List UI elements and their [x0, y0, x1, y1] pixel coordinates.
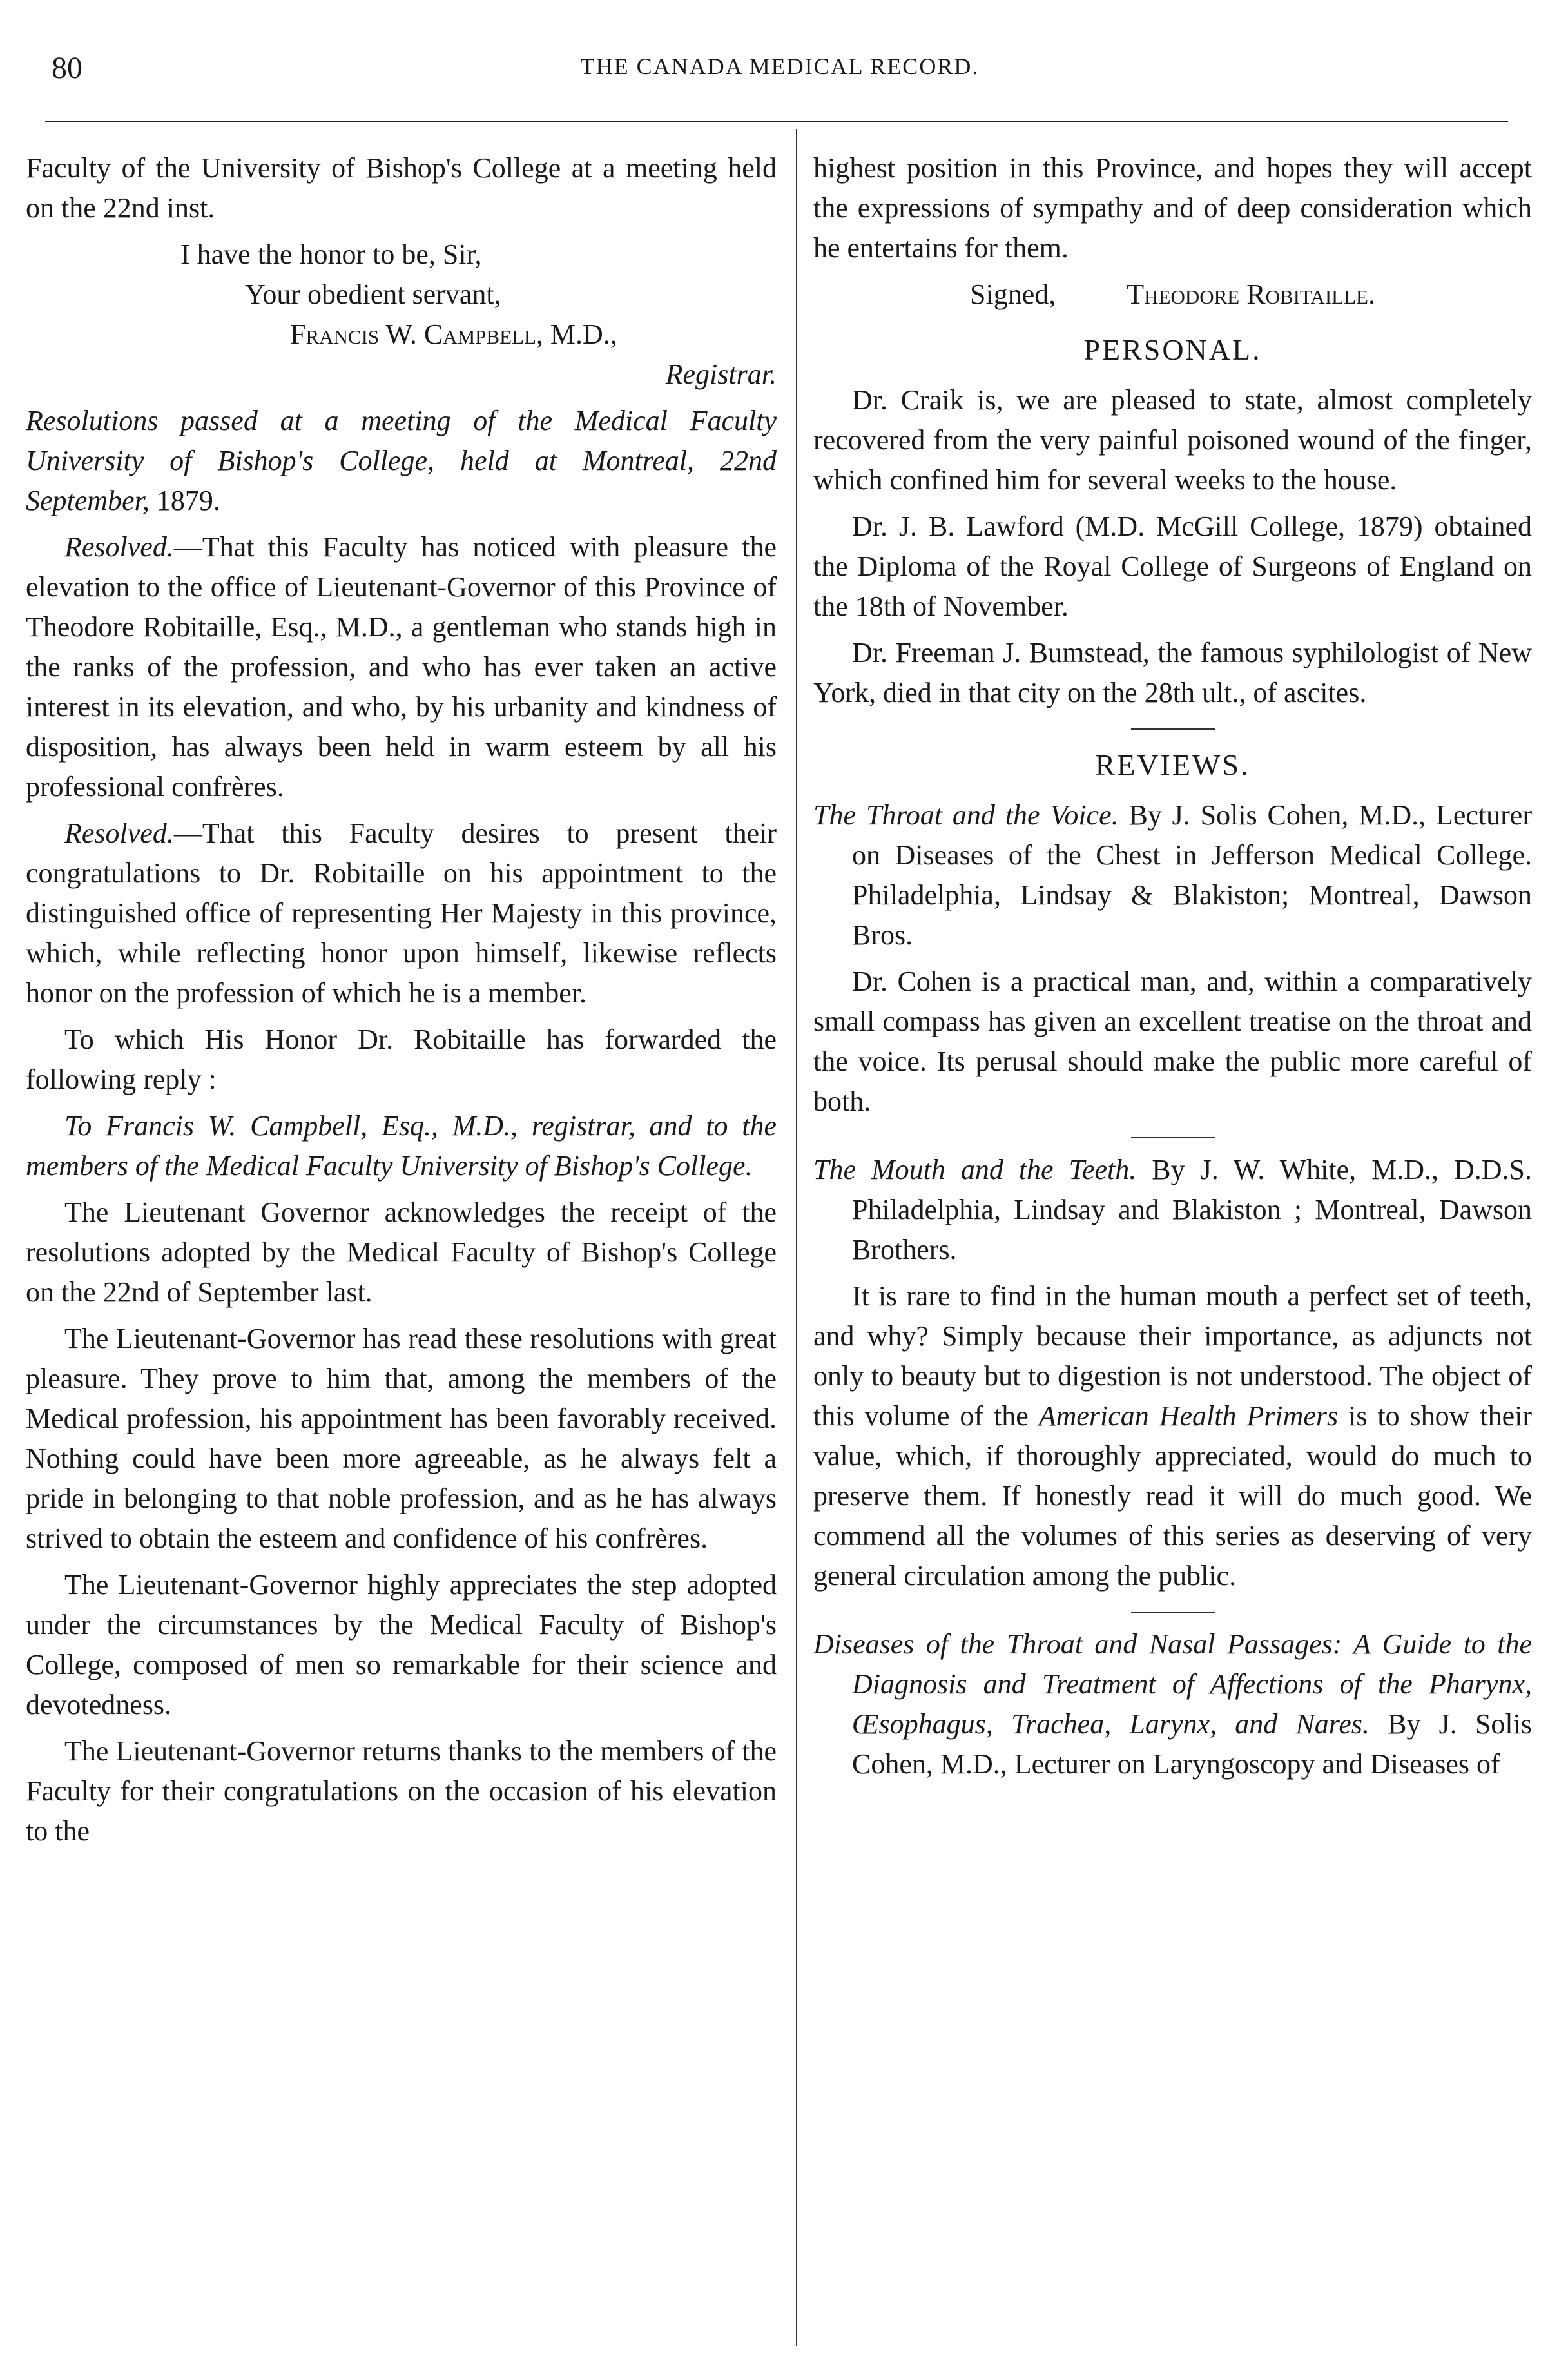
- column-divider: [796, 129, 797, 2346]
- review-text: Dr. Cohen is a practical man, and, within a comparatively small compass has given an excellent treatise on the throat and the voice. Its perusal should make the public more careful of both.: [813, 966, 1532, 1117]
- section-rule: [1131, 1612, 1215, 1613]
- journal-title: THE CANADA MEDICAL RECORD.: [580, 54, 980, 79]
- letter-paragraph: Faculty of the University of Bishop's College at a meeting held on the 22nd inst.: [26, 152, 777, 224]
- reply-paragraph: The Lieutenant Governor acknowledges the receipt of the resolutions adopted by the Medical Faculty of Bishop's College on the 22nd of September last.: [26, 1196, 777, 1308]
- resolution-paragraph: Resolved.—That this Faculty desires to present their congratulations to Dr. Robitaille on his appointment to the distinguished office of representing Her Majesty in this province, which, while reflecting honor upon himself, likewise reflects honor on the profession of which he is a member.: [26, 817, 777, 1009]
- resolutions-heading: Resolutions passed at a meeting of the Medical Faculty University of Bishop's College, held at Montreal, 22nd September, 1879.: [26, 405, 777, 516]
- letter-closing: Your obedient servant,: [245, 278, 501, 310]
- right-column: [813, 148, 1532, 1791]
- section-heading-personal: PERSONAL.: [1083, 333, 1262, 366]
- reply-paragraph: The Lieutenant-Governor returns thanks to the members of the Faculty for their congratulations on the occasion of his elevation to the: [26, 1735, 777, 1847]
- reply-continuation: highest position in this Province, and hopes they will accept the expressions of sympathy and of deep consideration which he entertains for them.: [813, 152, 1532, 264]
- reply-address: To Francis W. Campbell, Esq., M.D., registrar, and to the members of the Medical Faculty University of Bishop's College.: [26, 1110, 777, 1182]
- header-rule: [45, 115, 1508, 122]
- page-number: 80: [52, 51, 82, 85]
- letter-closing: I have the honor to be, Sir,: [180, 239, 482, 270]
- review-citation: The Throat and the Voice. By J. Solis Cohen, M.D., Lecturer on Diseases of the Chest in Jefferson Medical College. Philadelphia, Lindsay & Blakiston; Montreal, Dawson Bros.: [813, 799, 1532, 951]
- personal-item: Dr. J. B. Lawford (M.D. McGill College, 1879) obtained the Diploma of the Royal College of Surgeons of England on the 18th of November.: [813, 511, 1532, 622]
- review-text: It is rare to find in the human mouth a perfect set of teeth, and why? Simply because their importance, as adjuncts not only to beauty but to digestion is not understood. The object of this volume of the American Health Primers is to show their value, which, if thoroughly appreciated, would do much to preserve them. If honestly read it will do much good. We commend all the volumes of this series as deserving of very general circulation among the public.: [813, 1280, 1533, 1592]
- review-citation: Diseases of the Throat and Nasal Passages: A Guide to the Diagnosis and Treatment of Affections of the Pharynx, Œsophagus, Trachea, Larynx, and Nares. By J. Solis Cohen, M.D., Lecturer on Laryngoscopy and Diseases of: [813, 1628, 1532, 1780]
- signed-name: Theodore Robitaille.: [1127, 278, 1375, 310]
- signer-title: Registrar.: [665, 358, 777, 390]
- reply-paragraph: The Lieutenant-Governor has read these resolutions with great pleasure. They prove to him that, among the members of the Medical profession, his appointment has been favorably received. Nothing could have been more agreeable, as he always felt a pride in belonging to that noble profession, and as he has always strived to obtain the esteem and confidence of his confrères.: [26, 1323, 777, 1554]
- personal-item: Dr. Craik is, we are pleased to state, almost completely recovered from the very painful poisoned wound of the finger, which confined him for several weeks to the house.: [813, 384, 1532, 496]
- signer-name: Francis W. Campbell, M.D.,: [290, 318, 617, 350]
- review-citation: The Mouth and the Teeth. By J. W. White, M.D., D.D.S. Philadelphia, Lindsay and Blakiston ; Montreal, Dawson Brothers.: [813, 1154, 1532, 1265]
- reply-paragraph: The Lieutenant-Governor highly appreciates the step adopted under the circumstances by the Medical Faculty of Bishop's College, composed of men so remarkable for their science and devotedness.: [26, 1569, 777, 1720]
- personal-item: Dr. Freeman J. Bumstead, the famous syphilologist of New York, died in that city on the 28th ult., of ascites.: [813, 637, 1532, 708]
- resolution-paragraph: Resolved.—That this Faculty has noticed with pleasure the elevation to the office of Lieutenant-Governor of this Province of Theodore Robitaille, Esq., M.D., a gentleman who stands high in the ranks of the profession, and who has ever taken an active interest in its elevation, and who, by his urbanity and kindness of disposition, has always been held in warm esteem by all his professional confrères.: [26, 531, 777, 803]
- left-column: [26, 148, 777, 1858]
- section-rule: [1131, 728, 1215, 730]
- page-header: [39, 50, 1521, 89]
- reply-intro: To which His Honor Dr. Robitaille has forwarded the following reply :: [26, 1024, 777, 1095]
- section-rule: [1131, 1137, 1215, 1138]
- signature-line: [813, 275, 1532, 315]
- section-heading-reviews: REVIEWS.: [1095, 748, 1250, 781]
- signed-label: Signed,: [970, 278, 1056, 310]
